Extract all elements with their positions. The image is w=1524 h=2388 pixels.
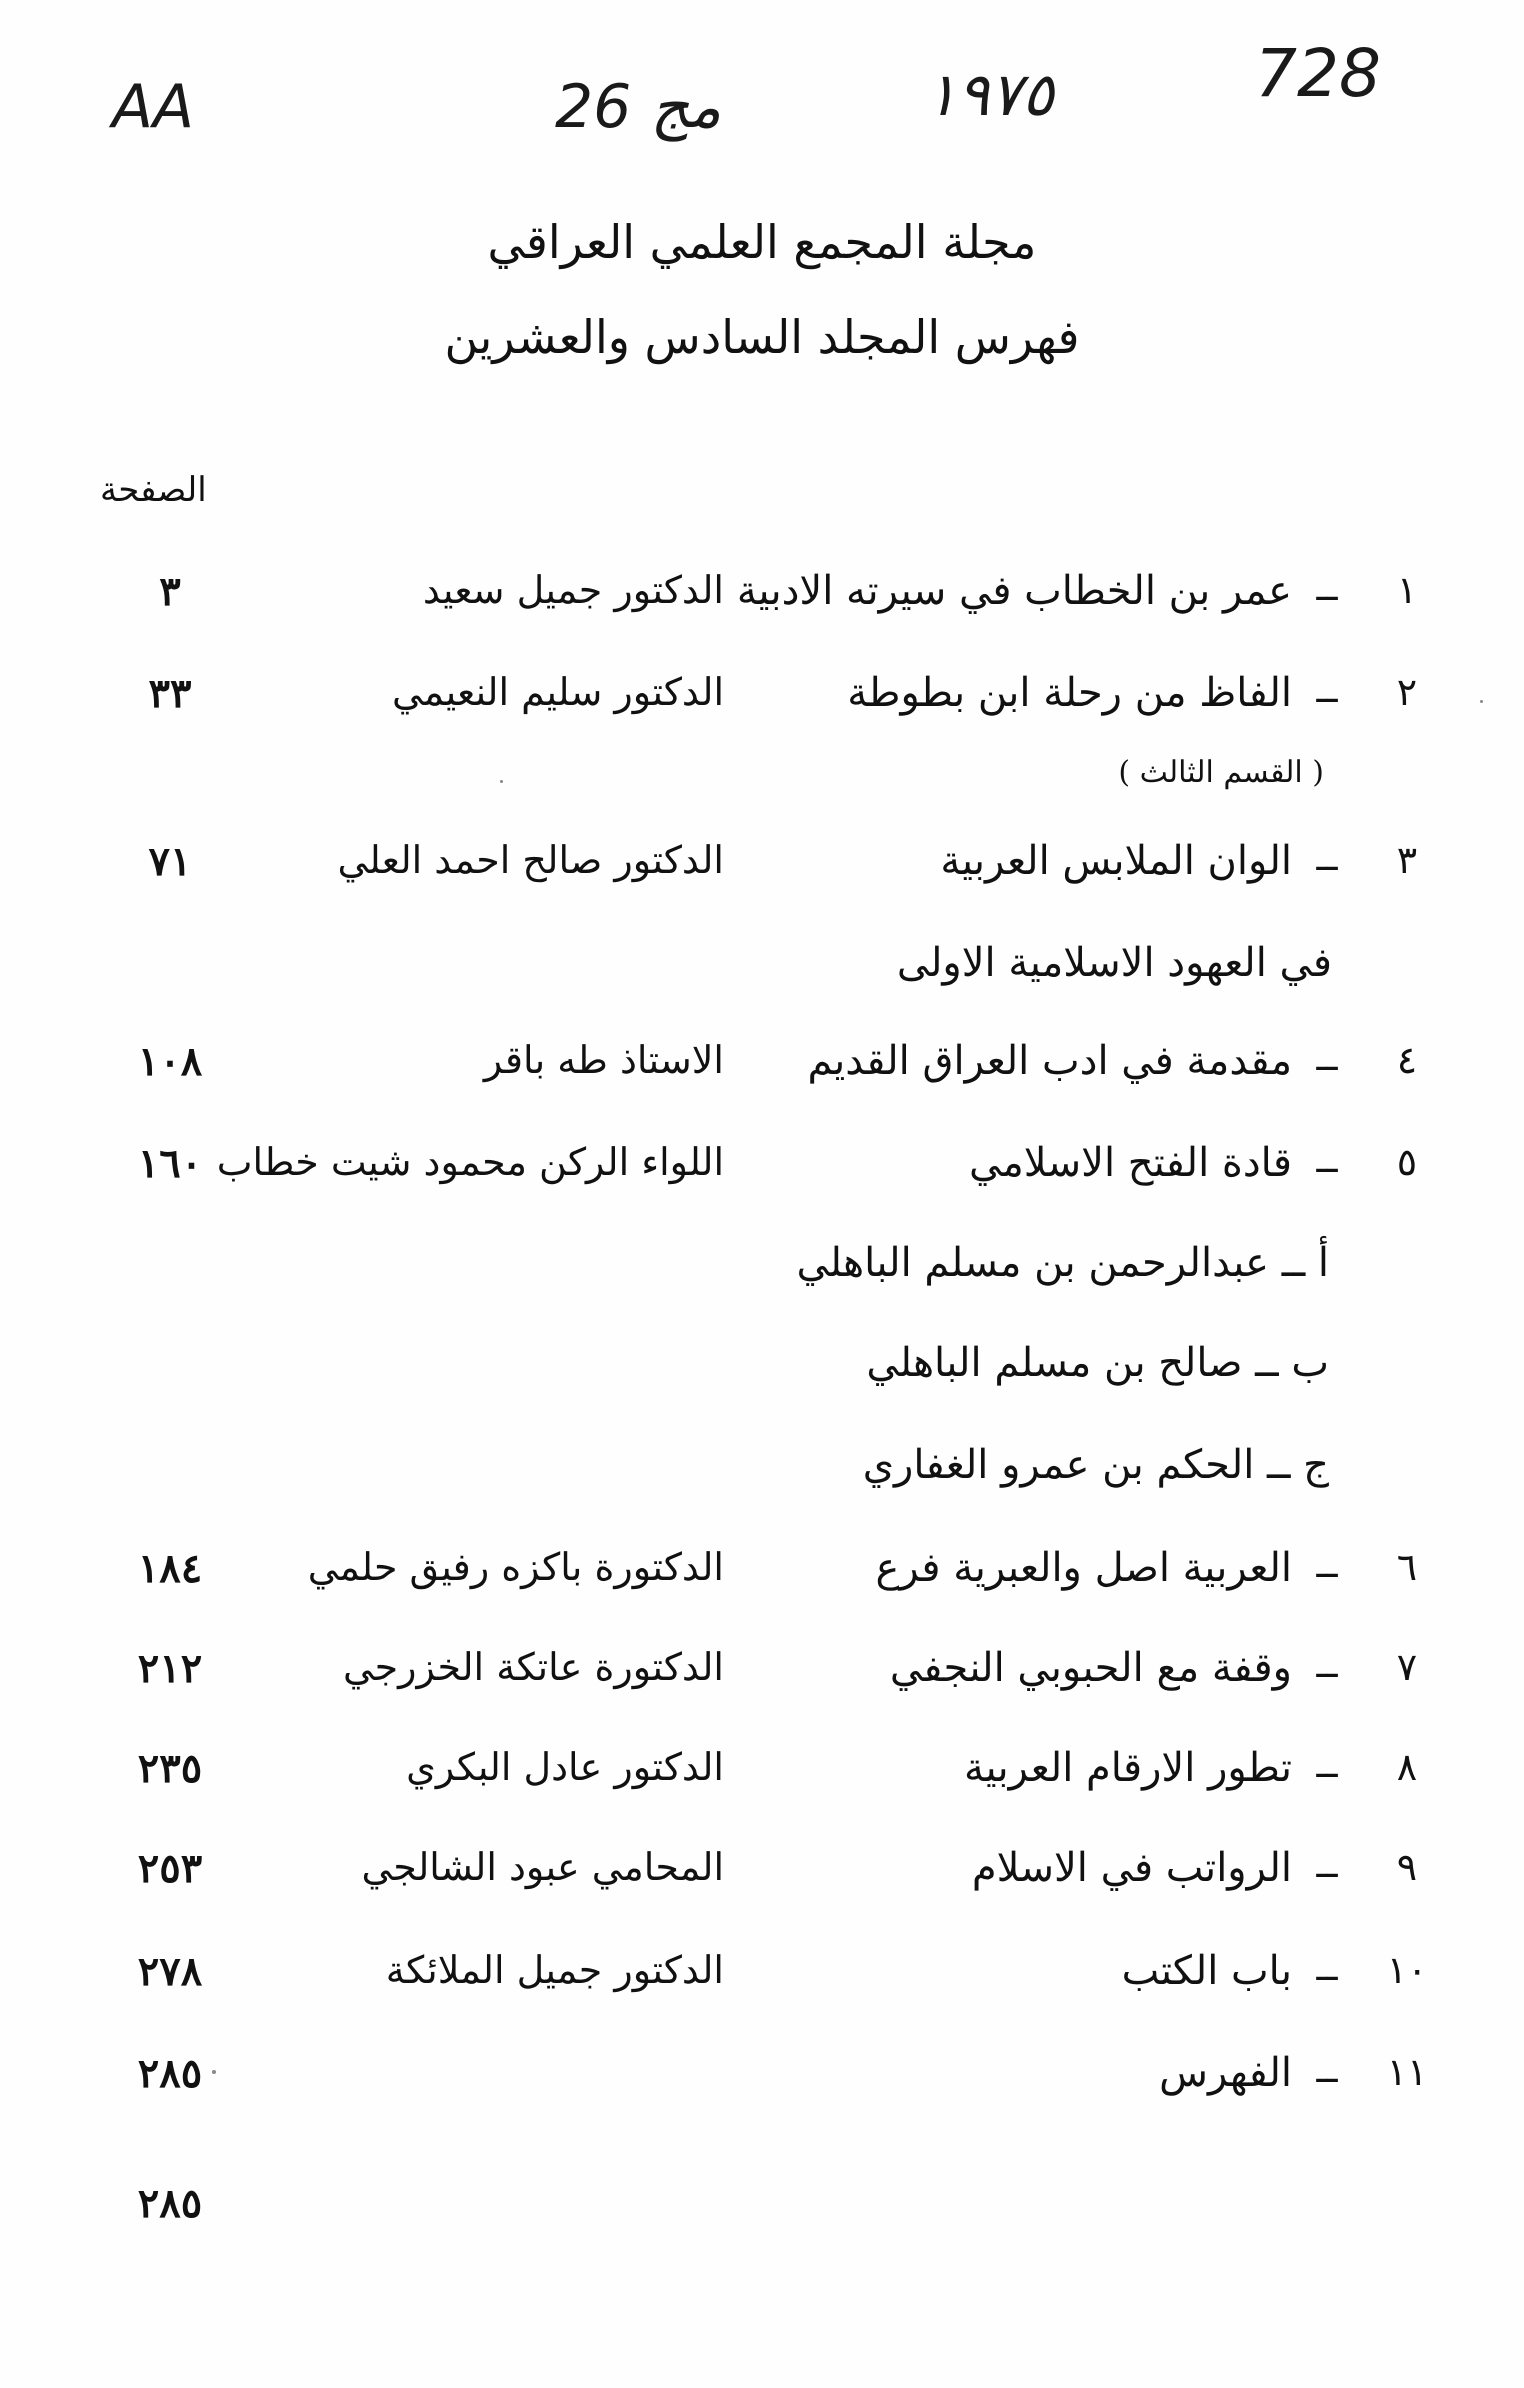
toc-entry bbox=[0, 1845, 1524, 1905]
entry-title: عمر بن الخطاب في سيرته الادبية bbox=[736, 568, 1292, 614]
entry-page: ٢٧٨ bbox=[137, 1948, 203, 1995]
scan-speck bbox=[1480, 700, 1483, 703]
handwritten-number-left: AA bbox=[112, 72, 195, 142]
entry-number: ١٠ bbox=[1386, 1948, 1428, 1992]
entry-page: ٢٨٥ bbox=[137, 2050, 203, 2097]
entry-dash: ــ bbox=[1316, 1645, 1338, 1686]
entry-page: ١٨٤ bbox=[137, 1545, 203, 1592]
entry-number: ٦ bbox=[1396, 1545, 1418, 1589]
entry-title: مقدمة في ادب العراق القديم bbox=[807, 1038, 1292, 1084]
toc-entry bbox=[0, 1948, 1524, 2008]
entry-title: تطور الارقام العربية bbox=[964, 1745, 1292, 1791]
entry-dash: ــ bbox=[1316, 838, 1338, 879]
entry-page: ٢٣٥ bbox=[137, 1745, 203, 1792]
entry-page: ١٦٠ bbox=[137, 1140, 203, 1187]
entry-page: ٧١ bbox=[148, 838, 192, 885]
handwritten-number-right: 728 bbox=[1255, 35, 1381, 112]
entry-number: ٥ bbox=[1396, 1140, 1418, 1184]
entry-title: الوان الملابس العربية bbox=[940, 838, 1292, 884]
entry-dash: ــ bbox=[1316, 1038, 1338, 1079]
entry-title: الفهرس bbox=[1159, 2050, 1292, 2096]
entry-page: ٢٥٣ bbox=[137, 1845, 203, 1892]
index-title: فهرس المجلد السادس والعشرين bbox=[444, 310, 1080, 364]
entry-title-continuation: في العهود الاسلامية الاولى bbox=[896, 940, 1332, 986]
entry-author: الدكتور صالح احمد العلي bbox=[337, 838, 724, 882]
entry-subitem: ج ــ الحكم بن عمرو الغفاري bbox=[862, 1442, 1329, 1488]
entry-title: العربية اصل والعبرية فرع bbox=[875, 1545, 1292, 1591]
entry-subitem: أ ــ عبدالرحمن بن مسلم الباهلي bbox=[796, 1240, 1329, 1286]
toc-entry bbox=[0, 1140, 1524, 1200]
entry-number: ٩ bbox=[1396, 1845, 1418, 1889]
toc-entry bbox=[0, 838, 1524, 898]
entry-page: ٢١٢ bbox=[137, 1645, 203, 1692]
entry-author: الدكتور عادل البكري bbox=[406, 1745, 724, 1789]
entry-number: ٧ bbox=[1396, 1645, 1418, 1689]
entry-page: ١٠٨ bbox=[137, 1038, 203, 1085]
entry-title: باب الكتب bbox=[1121, 1948, 1292, 1994]
entry-title: الفاظ من رحلة ابن بطوطة bbox=[847, 670, 1292, 716]
entry-number: ٤ bbox=[1396, 1038, 1418, 1082]
entry-subitem: ب ــ صالح بن مسلم الباهلي bbox=[866, 1340, 1329, 1386]
entry-number: ١١ bbox=[1386, 2050, 1428, 2094]
toc-entry bbox=[0, 1745, 1524, 1805]
entry-dash: ــ bbox=[1316, 670, 1338, 711]
entry-number: ٨ bbox=[1396, 1745, 1418, 1789]
entry-number: ١ bbox=[1396, 568, 1418, 612]
entry-dash: ــ bbox=[1316, 568, 1338, 609]
entry-dash: ــ bbox=[1316, 1745, 1338, 1786]
entry-dash: ــ bbox=[1316, 1140, 1338, 1181]
scan-speck bbox=[212, 2070, 216, 2074]
entry-number: ٣ bbox=[1396, 838, 1418, 882]
toc-entry bbox=[0, 1645, 1524, 1705]
journal-title: مجلة المجمع العلمي العراقي bbox=[487, 215, 1037, 269]
entry-dash: ــ bbox=[1316, 1545, 1338, 1586]
entry-author: الدكتورة عاتكة الخزرجي bbox=[342, 1645, 724, 1689]
entry-part-note: ( القسم الثالث ) bbox=[1118, 755, 1324, 790]
toc-entry bbox=[0, 670, 1524, 730]
scan-speck bbox=[500, 780, 503, 783]
entry-number: ٢ bbox=[1396, 670, 1418, 714]
entry-title: قادة الفتح الاسلامي bbox=[968, 1140, 1292, 1186]
entry-page: ٣ bbox=[159, 568, 181, 615]
entry-page: ٣٣ bbox=[148, 670, 192, 717]
entry-author: الاستاذ طه باقر bbox=[483, 1038, 724, 1082]
toc-entry bbox=[0, 1038, 1524, 1098]
entry-author: الدكتور جميل سعيد bbox=[422, 568, 724, 612]
entry-author: الدكتور جميل الملائكة bbox=[385, 1948, 724, 1992]
handwritten-year: ١٩٧٥ bbox=[925, 60, 1054, 130]
page-column-label: الصفحة bbox=[100, 470, 207, 510]
entry-dash: ــ bbox=[1316, 1948, 1338, 1989]
entry-author: المحامي عبود الشالجي bbox=[361, 1845, 724, 1889]
entry-dash: ــ bbox=[1316, 2050, 1338, 2091]
entry-author: الدكتورة باكزه رفيق حلمي bbox=[307, 1545, 724, 1589]
toc-entry bbox=[0, 568, 1524, 628]
entry-dash: ــ bbox=[1316, 1845, 1338, 1886]
handwritten-volume: مج 26 bbox=[555, 72, 722, 142]
entry-author: اللواء الركن محمود شيت خطاب bbox=[216, 1140, 724, 1184]
toc-entry bbox=[0, 1545, 1524, 1605]
entry-title: الرواتب في الاسلام bbox=[971, 1845, 1292, 1891]
entry-author: الدكتور سليم النعيمي bbox=[392, 670, 724, 714]
toc-entry bbox=[0, 2050, 1524, 2110]
final-page-total: ٢٨٥ bbox=[137, 2180, 203, 2227]
entry-title: وقفة مع الحبوبي النجفي bbox=[889, 1645, 1292, 1691]
